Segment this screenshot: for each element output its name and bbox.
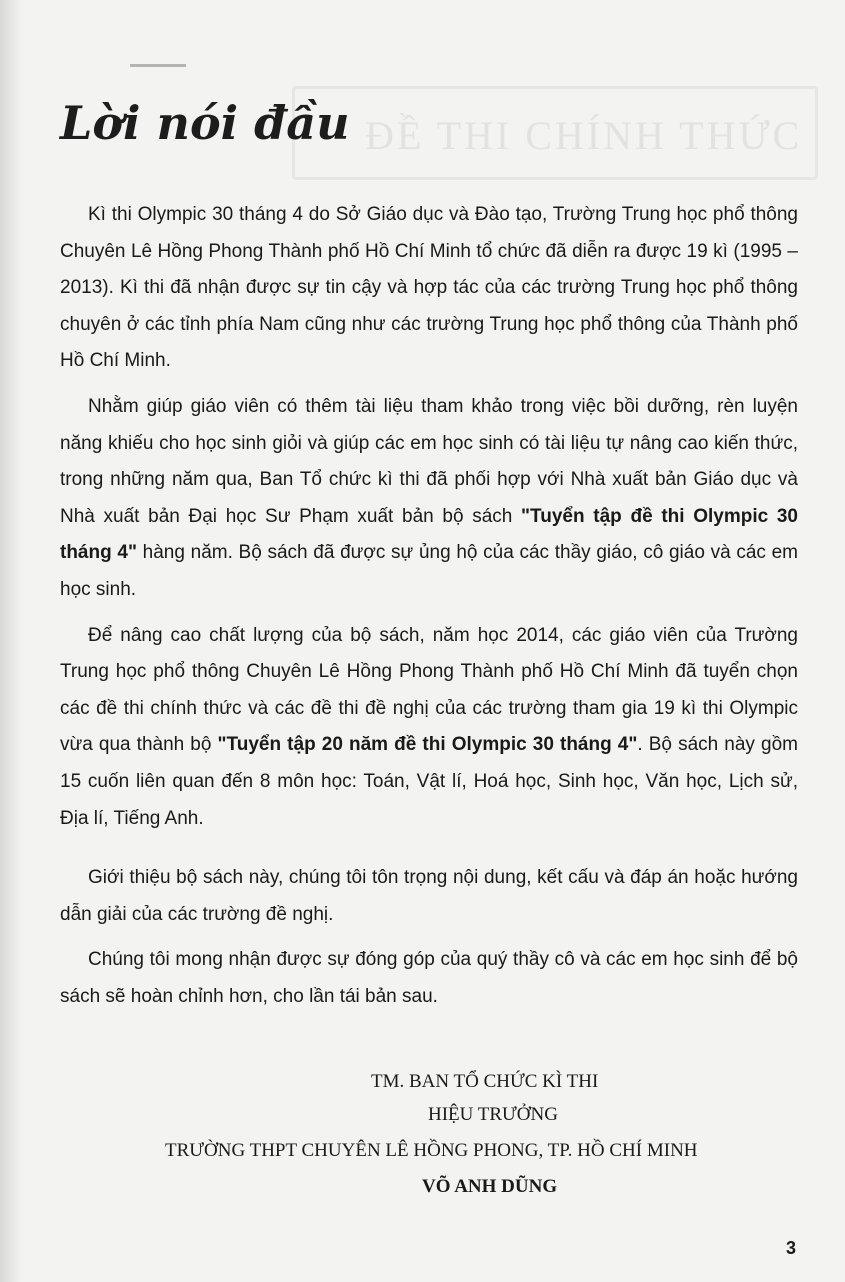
paragraph-text: Giới thiệu bộ sách này, chúng tôi tôn trọng nội dung, kết cấu và đáp án hoặc hướng dẫn giải của các trường đề nghị. [60,867,798,925]
paragraph-3 [60,618,798,838]
paragraph-2 [60,389,798,609]
page-number: 3 [786,1238,797,1258]
paragraph-1 [60,197,798,380]
signature-role: HIỆU TRƯỞNG [428,1104,558,1125]
signature-organizer: TM. BAN TỔ CHỨC KÌ THI [371,1071,599,1092]
scan-mark [130,64,186,67]
paragraph-text: . Bộ sách này gồm 15 cuốn liên quan đến 8 môn học: Toán, Vật lí, Hoá học, Sinh học, Văn học, Lịch sử, Địa lí, Tiếng Anh. [60,734,798,829]
bleed-through-heading: ĐỀ THI CHÍNH THỨC [365,113,803,158]
paragraph-text: Để nâng cao chất lượng của bộ sách, năm học 2014, các giáo viên của Trường Trung học phổ thông Chuyên Lê Hồng Phong Thành phố Hồ Chí Minh đã tuyển chọn các đề thi chính thức và các đề thi đề nghị của các trường tham gia 19 kì thi Olympic vừa qua thành bộ [60,624,798,756]
paragraph-text: Chúng tôi mong nhận được sự đóng góp của quý thầy cô và các em học sinh để bộ sách sẽ hoàn chỉnh hơn, cho lần tái bản sau. [60,949,798,1007]
paragraph-text: Kì thi Olympic 30 tháng 4 do Sở Giáo dục và Đào tạo, Trường Trung học phổ thông Chuyên Lê Hồng Phong Thành phố Hồ Chí Minh tổ chức đã diễn ra được 19 kì (1995 – 2013). Kì thi đã nhận được sự tin cậy và hợp tác của các trường Trung học phổ thông chuyên ở các tỉnh phía Nam cũng như các trường Trung học phổ thông của Thành phố Hồ Chí Minh. [60,204,798,372]
page-title: Lời nói đầu [60,96,350,150]
paragraph-text: hàng năm. Bộ sách đã được sự ủng hộ của các thầy giáo, cô giáo và các em học sinh. [60,542,798,600]
signature-school: TRƯỜNG THPT CHUYÊN LÊ HỒNG PHONG, TP. HỒ CHÍ MINH [165,1140,698,1161]
paragraph-4 [60,860,798,933]
paragraph-text: Nhằm giúp giáo viên có thêm tài liệu tham khảo trong việc bồi dưỡng, rèn luyện năng khiếu cho học sinh giỏi và giúp các em học sinh có tài liệu tự nâng cao kiến thức, trong những năm qua, Ban Tổ chức kì thi đã phối hợp với Nhà xuất bản Giáo dục và Nhà xuất bản Đại học Sư Phạm xuất bản bộ sách [60,395,798,527]
paragraph-5 [60,942,798,1015]
page-edge-shadow [0,0,22,1282]
book-title-highlight: "Tuyển tập đề thi Olympic 30 tháng 4" [60,505,799,564]
book-title-highlight: "Tuyển tập 20 năm đề thi Olympic 30 tháng 4" [217,734,638,756]
signature-name: VÕ ANH DŨNG [422,1176,558,1197]
preface-body [60,197,798,1015]
